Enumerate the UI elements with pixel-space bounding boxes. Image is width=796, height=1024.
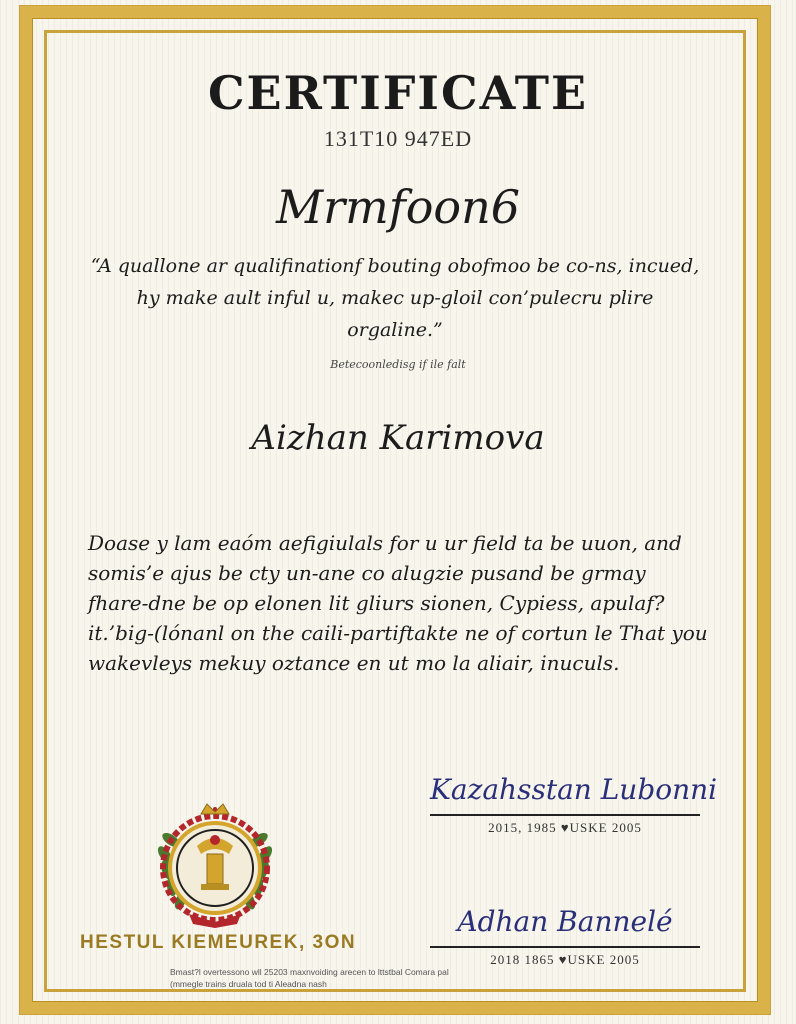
award-name: Mrmfoon6 [275,180,520,234]
recipient-name: Aizhan Karimova [251,418,545,458]
seal-svg [145,800,285,930]
body-line: fhare-dne be op elonen lit gliurs sionen, Cypiess, apulaf? [88,591,665,615]
footer-line: (mmegle trains druala tod ti Aleadna nash [170,979,327,989]
signature-block-2 [430,900,700,968]
signature-block-1 [430,768,718,836]
certificate-title: CERTIFICATE [207,66,589,120]
certificate-number: 131T10 947ED [323,126,473,151]
body-line: wakevleys mekuy oztance en ut mo la aliair, inuculs. [88,651,620,675]
signature-line [430,814,700,816]
certificate-body [88,528,708,678]
emblem-seal-icon [145,800,285,930]
footer-note [170,966,530,990]
signature-2-date: 2018 1865 ♥USKE 2005 [490,952,640,967]
organization-name: HESTUL KIEMEUREK, 3ON [80,932,357,953]
body-line: somis’e ajus be cty un-ane co alugzie pusand be grmay [88,561,646,585]
award-quote: “A quallone ar qualifinationf bouting obofmoo be co-ns, incued, hy make ault inful u, makec up-gloil con’pulecru plire orgaline.” [90,255,700,341]
signature-1-date: 2015, 1985 ♥USKE 2005 [488,820,642,835]
signature-2: Adhan Bannelé [457,905,673,938]
signature-1: Kazahsstan Lubonni [430,773,718,806]
signature-line [430,946,700,948]
body-line: Doase y lam eaóm aefigiulals for u ur field ta be uuon, and [88,531,682,555]
footer-line: Bmast?l overtessono wll 25203 maxnvoiding arecen to lttstbal Comara pal [170,967,449,977]
body-line: it.’big-(lónanl on the caili-partiftakte ne of cortun le That you [88,621,708,645]
presented-to-line: Betecoonledisg if ile falt [330,358,466,371]
